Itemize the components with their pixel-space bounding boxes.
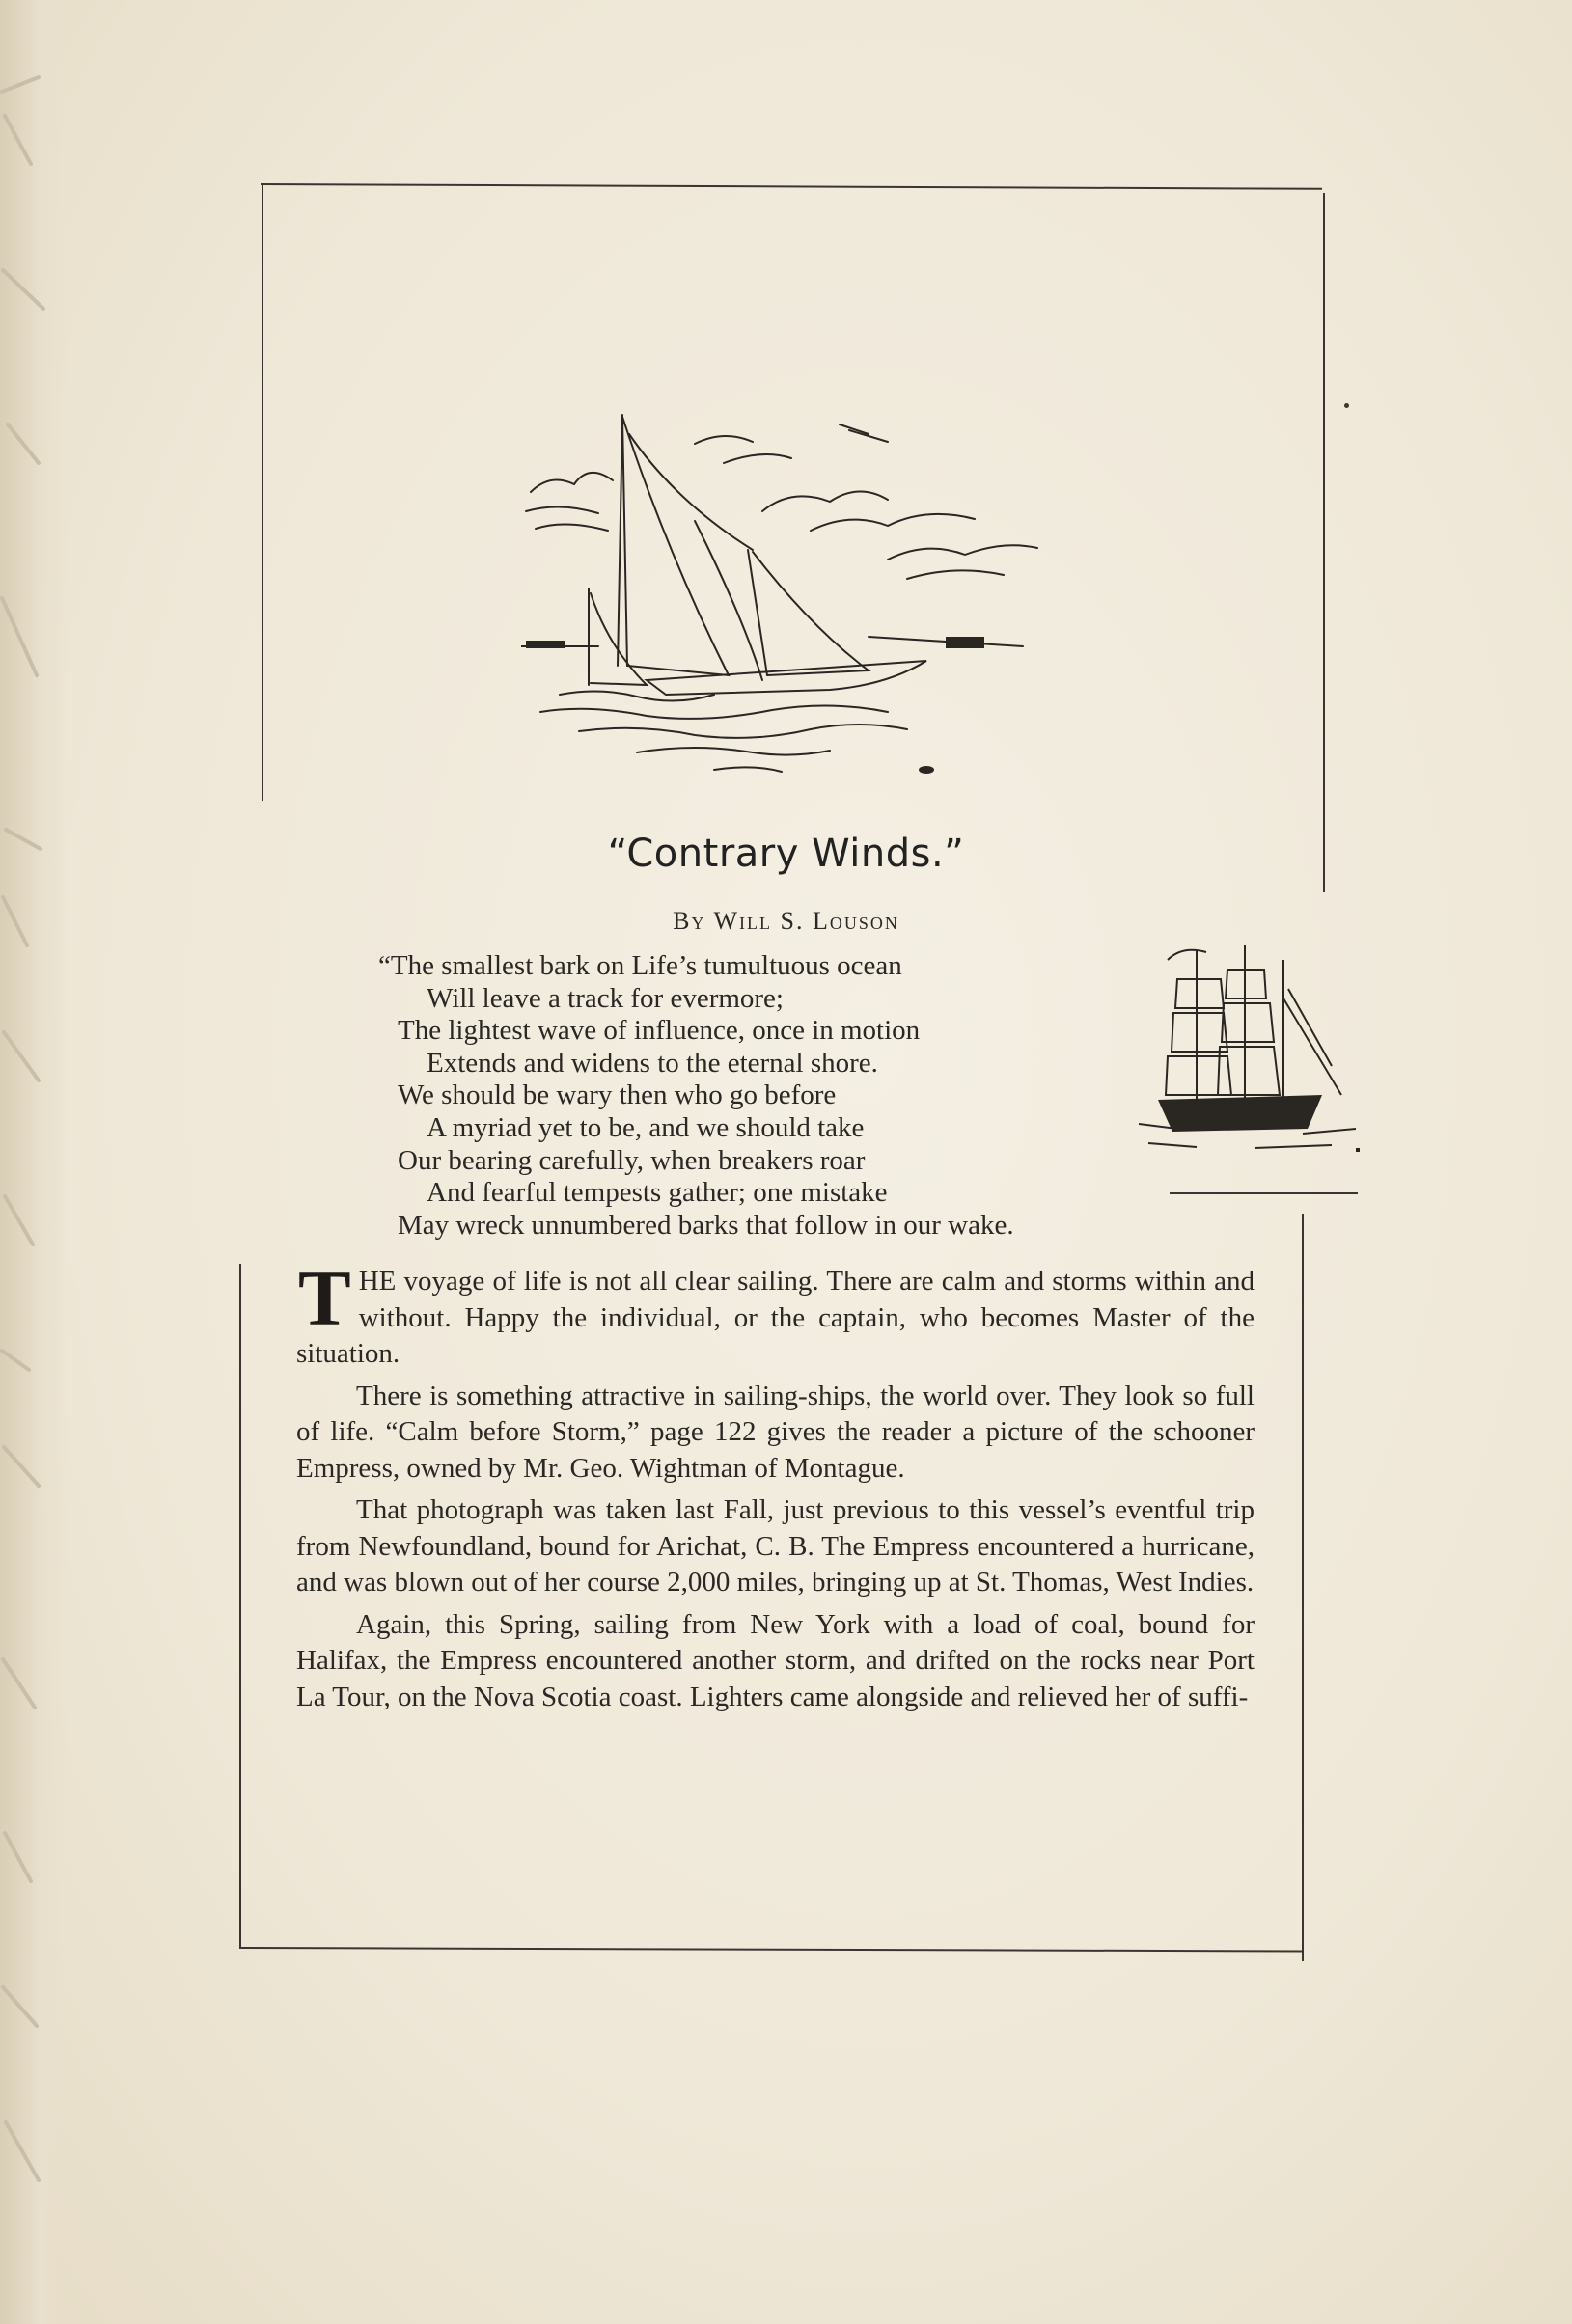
- poem-line: We should be wary then who go before: [398, 1080, 837, 1111]
- paragraph: [296, 1254, 1255, 1373]
- article-body: [296, 1254, 1255, 1721]
- poem-line: May wreck unnumbered barks that follow in our wake.: [398, 1209, 1014, 1241]
- drop-cap: T: [298, 1254, 351, 1342]
- article-byline: By Will S. Louson: [673, 907, 899, 935]
- poem-line: And fearful tempests gather; one mistake: [427, 1177, 888, 1209]
- paragraph: That photograph was taken last Fall, just previous to this vessel’s eventful trip from Newfoundland, bound for Arichat, C. B. The Empress encountered a hurricane, and was blown out of her course 2,000 miles, bringing up at St. Thomas, West Indies.: [296, 1494, 1255, 1598]
- paragraph: There is something attractive in sailing-ships, the world over. They look so full of life. “Calm before Storm,” page 122 gives the reader a picture of the schooner Empress, owned by Mr. Geo. Wightman of Montague.: [296, 1380, 1255, 1484]
- binding-stitches: [0, 0, 68, 2324]
- yacht-illustration: [521, 405, 1042, 781]
- poem-line: Will leave a track for evermore;: [427, 982, 784, 1014]
- paragraph-text: HE voyage of life is not all clear sailing. There are calm and storms within and without. Happy the individual, or the captain, who becomes Master of the situation.: [296, 1266, 1255, 1369]
- frame-left-lower: [239, 1264, 241, 1949]
- frame-left-upper: [262, 183, 263, 801]
- paragraph: Again, this Spring, sailing from New York with a load of coal, bound for Halifax, the Empress encountered another storm, and drifted on the rocks near Port La Tour, on the Nova Scotia coast. Lighters came alongside and relieved her of suffi-: [296, 1608, 1255, 1712]
- frame-bottom: [239, 1947, 1303, 1952]
- poem-line: “The smallest bark on Life’s tumultuous ocean: [378, 950, 902, 981]
- poem-line: A myriad yet to be, and we should take: [427, 1111, 865, 1143]
- poem-line: The lightest wave of influence, once in motion: [398, 1015, 921, 1047]
- epigraph-poem: [378, 950, 1266, 1242]
- page-speck: [1344, 403, 1349, 408]
- article-title: “Contrary Winds.”: [607, 832, 965, 876]
- poem-line: Our bearing carefully, when breakers roar: [398, 1144, 866, 1176]
- poem-line: Extends and widens to the eternal shore.: [427, 1047, 878, 1079]
- frame-top-left: [261, 183, 1322, 190]
- frame-right-lower: [1302, 1214, 1304, 1961]
- frame-right-upper: [1323, 193, 1325, 892]
